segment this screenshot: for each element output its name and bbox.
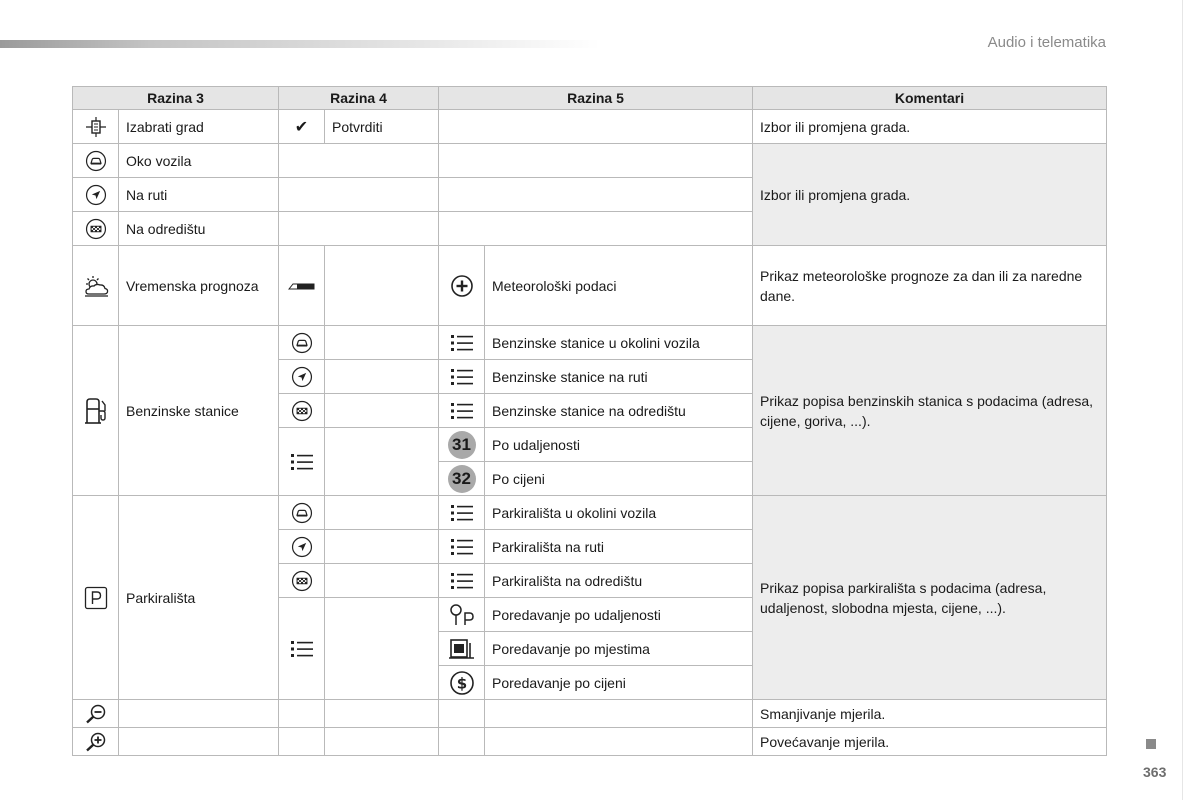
spaces-icon-cell [439,632,485,666]
level3-empty [119,700,279,728]
parking-item-route: Parkirališta na ruti [485,530,753,564]
list-icon [450,401,474,421]
list-icon-cell [439,394,485,428]
table-row [73,728,1107,756]
route-icon [291,536,313,558]
level5-empty [439,178,753,212]
dollar-icon-cell [439,666,485,700]
parking-item-sort-spaces: Poredavanje po mjestima [485,632,753,666]
comment-weather: Prikaz meteorološke prognoze za dan ili za naredne dane. [753,246,1107,326]
header-razina-5: Razina 5 [439,87,753,110]
destination-icon [291,570,313,592]
weather-icon [83,275,109,297]
comment-zoom-out: Smanjivanje mjerila. [753,700,1107,728]
level4-icon-empty [279,700,325,728]
zoom-in-icon-cell [73,728,119,756]
level3-oko-vozila: Oko vozila [119,144,279,178]
level4-empty [279,212,439,246]
route-icon-cell [73,178,119,212]
car-icon [291,502,313,524]
level4-empty [325,530,439,564]
parking-icon-cell [73,496,119,700]
level3-parkiralista: Parkirališta [119,496,279,700]
car-icon-cell [279,326,325,360]
weather-icon-cell [73,246,119,326]
route-icon-cell [279,530,325,564]
plus-circle-icon [450,274,474,298]
level4-empty [325,246,439,326]
parking-item-nearby: Parkirališta u okolini vozila [485,496,753,530]
table-row [73,110,1107,144]
list-icon [450,503,474,523]
fuel-item-route: Benzinske stanice na ruti [485,360,753,394]
table-row [73,496,1107,530]
level4-empty [325,394,439,428]
level5-empty [439,212,753,246]
list-icon-cell [439,496,485,530]
parking-icon [84,586,108,610]
parking-item-sort-price: Poredavanje po cijeni [485,666,753,700]
comment-zoom-in: Povećavanje mjerila. [753,728,1107,756]
destination-icon [291,400,313,422]
parking-item-sort-distance: Poredavanje po udaljenosti [485,598,753,632]
header-razina-4: Razina 4 [279,87,439,110]
city-icon [85,116,107,138]
page-number: 363 [1143,764,1167,780]
level4-empty [325,360,439,394]
distance-icon-cell [439,598,485,632]
level4-empty [279,178,439,212]
comment-fuel: Prikaz popisa benzinskih stanica s podacima (adresa, cijene, goriva, ...). [753,326,1107,496]
list-icon [290,452,314,472]
level5-empty [439,110,753,144]
checkmark-icon-cell [279,110,325,144]
level4-empty [325,428,439,496]
level5-empty [439,144,753,178]
level5-icon-empty [439,700,485,728]
destination-icon-cell [279,394,325,428]
level5-empty [485,700,753,728]
comment-parking: Prikaz popisa parkirališta s podacima (adresa, udaljenost, slobodna mjesta, cijene, ...). [753,496,1107,700]
level3-na-odredistu: Na odredištu [119,212,279,246]
zoom-out-icon-cell [73,700,119,728]
list-icon [450,367,474,387]
header-gradient-bar [0,40,600,48]
badge-cell [439,428,485,462]
number-badge: 31 [448,431,476,459]
badge-cell [439,462,485,496]
distance-icon [448,603,476,627]
page-marker [1146,739,1156,749]
page-edge-line [1182,0,1183,800]
list-icon [450,571,474,591]
dollar-icon [449,670,475,696]
header-razina-3: Razina 3 [73,87,279,110]
car-icon [85,150,107,172]
svg-text:$: $ [456,674,467,692]
level3-empty [119,728,279,756]
route-icon-cell [279,360,325,394]
list-icon [450,537,474,557]
level4-empty [325,496,439,530]
level3-izabrati-grad: Izabrati grad [119,110,279,144]
edit-icon-cell [279,246,325,326]
table-row [73,326,1107,360]
level4-empty [325,598,439,700]
spaces-icon [448,637,476,661]
level3-na-ruti: Na ruti [119,178,279,212]
fuel-item-nearby: Benzinske stanice u okolini vozila [485,326,753,360]
level5-empty [485,728,753,756]
list-icon-cell [439,360,485,394]
table-header-row [73,87,1107,110]
header-komentari: Komentari [753,87,1107,110]
fuel-icon-cell [73,326,119,496]
destination-icon-cell [73,212,119,246]
level3-vremenska-prognoza: Vremenska prognoza [119,246,279,326]
level5-icon-empty [439,728,485,756]
zoom-out-icon [84,704,108,724]
level4-potvrditi: Potvrditi [325,110,439,144]
edit-icon [288,280,316,294]
list-icon-cell [279,598,325,700]
fuel-item-destination: Benzinske stanice na odredištu [485,394,753,428]
destination-icon [85,218,107,240]
list-icon-cell [439,564,485,598]
number-badge: 32 [448,465,476,493]
comment-city-group: Izbor ili promjena grada. [753,144,1107,246]
list-icon-cell [439,326,485,360]
level5-meteoroloski-podaci: Meteorološki podaci [485,246,753,326]
level4-empty [279,144,439,178]
level4-empty [325,728,439,756]
plus-icon-cell [439,246,485,326]
fuel-item-price: Po cijeni [485,462,753,496]
menu-table [72,86,1107,756]
route-icon [291,366,313,388]
level4-empty [325,700,439,728]
level4-empty [325,564,439,598]
section-title: Audio i telematika [987,34,1106,51]
level4-icon-empty [279,728,325,756]
car-icon-cell [279,496,325,530]
list-icon [290,639,314,659]
route-icon [85,184,107,206]
list-icon-cell [439,530,485,564]
comment-izabrati-grad: Izbor ili promjena grada. [753,110,1107,144]
table-row [73,144,1107,178]
parking-item-destination: Parkirališta na odredištu [485,564,753,598]
list-icon-cell [279,428,325,496]
checkmark-icon: ✔ [294,118,309,136]
city-icon-cell [73,110,119,144]
list-icon [450,333,474,353]
table-row [73,246,1107,326]
zoom-in-icon [84,732,108,752]
level3-benzinske-stanice: Benzinske stanice [119,326,279,496]
fuel-item-distance: Po udaljenosti [485,428,753,462]
car-icon [291,332,313,354]
table-row [73,700,1107,728]
car-icon-cell [73,144,119,178]
destination-icon-cell [279,564,325,598]
level4-empty [325,326,439,360]
fuel-pump-icon [84,397,108,425]
